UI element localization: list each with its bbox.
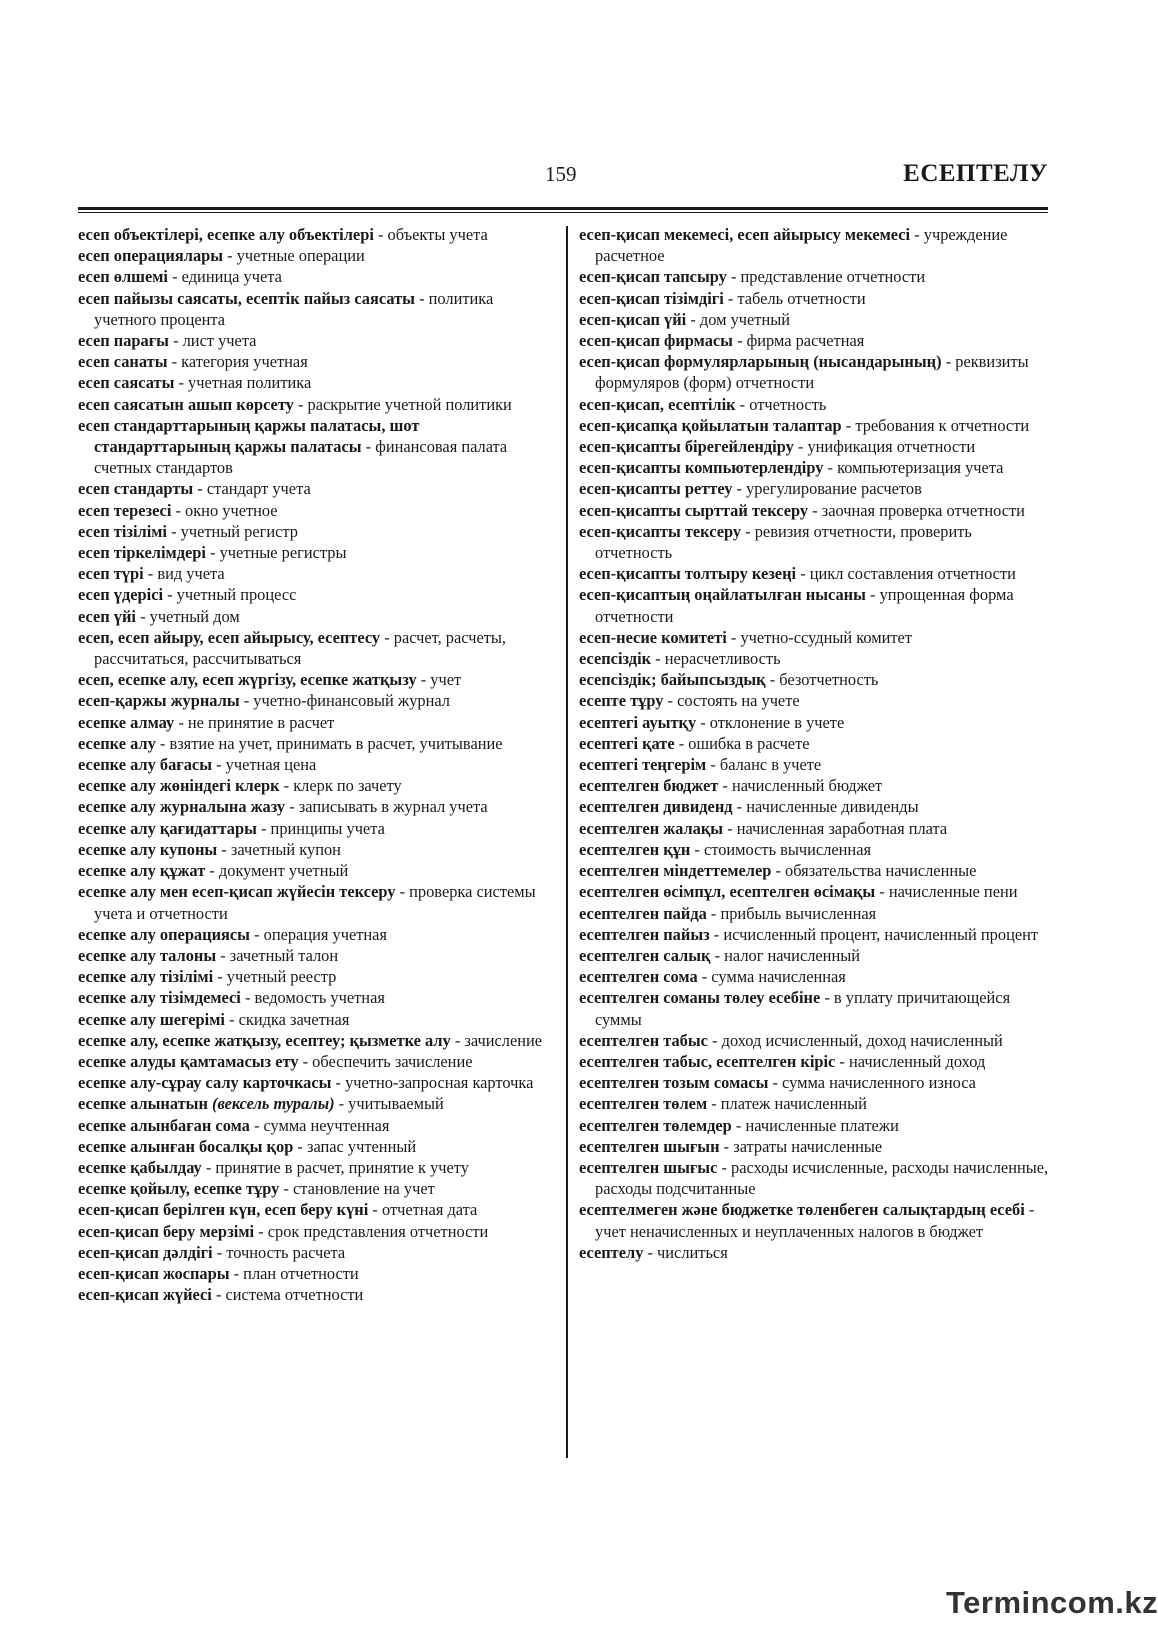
entry-term: есепсіздік [579,649,652,669]
entry-term: есепке алу қағидаттары [78,818,257,838]
dictionary-entry [579,288,1049,309]
column-divider [566,226,568,1458]
dictionary-entry [78,1030,556,1051]
entry-definition: - табель отчетности [723,288,866,308]
entry-term: есепсіздік; байыпсыздық [579,670,766,690]
entry-term: есептелген дивиденд [579,797,733,817]
entry-term: есептелген соманы төлеу есебіне [579,988,821,1008]
entry-term: есеп тізілімі [78,521,167,541]
page-number: 159 [545,162,577,186]
entry-term: есептелмеген және бюджетке төленбеген салықтардың есебі [579,1200,1025,1220]
entry-term: есеп-қисапты толтыру кезеңі [579,564,797,584]
entry-definition: - расходы исчисленные, расходы начисленные, расходы подсчитанные [595,1157,1049,1199]
entry-definition: - упрощенная форма отчетности [595,585,1014,626]
entry-definition: - прибыль вычисленная [706,903,877,923]
dictionary-entry [78,500,556,521]
dictionary-entry [78,712,556,733]
entry-term: есептелген төлемдер [579,1115,732,1135]
entry-definition: - учетно-финансовый журнал [239,691,450,711]
dictionary-entry [579,1030,1049,1051]
dictionary-entry [78,1093,556,1114]
dictionary-entry [78,224,556,245]
entry-term: есеп, есеп айыру, есеп айырысу, есептесу [78,627,381,647]
dictionary-entry [78,245,556,266]
entry-term: есепке алмау [78,712,175,732]
dictionary-entry [78,415,556,479]
entry-definition: - сумма начисленная [697,967,846,987]
dictionary-entry [78,733,556,754]
dictionary-entry [78,945,556,966]
header-rule-thin [78,212,1048,213]
entry-definition: - учреждение расчетное [595,225,1008,266]
entry-definition: - становление на учет [279,1179,435,1199]
dictionary-entry [579,881,1049,902]
entry-term: есепке алынған босалқы қор [78,1136,294,1156]
dictionary-entry [78,627,556,669]
dictionary-entry [78,881,556,923]
entry-term: есеп-қисап беру мерзімі [78,1221,255,1241]
dictionary-entry [78,394,556,415]
entry-term: есепке қабылдау [78,1157,202,1177]
entry-term: есеп түрі [78,564,144,584]
header-rule-thick [78,207,1048,210]
dictionary-entry [579,224,1049,266]
entry-definition: - клерк по зачету [279,776,402,796]
dictionary-entry [78,839,556,860]
dictionary-entry [579,860,1049,881]
entry-definition: - учетный дом [135,606,240,626]
dictionary-entry [78,584,556,605]
dictionary-entry [579,394,1049,415]
entry-definition: - учетный реестр [213,967,337,987]
dictionary-entry [579,436,1049,457]
dictionary-entry [579,669,1049,690]
entry-definition: - вид учета [143,564,225,584]
entry-definition: - затраты начисленные [719,1136,883,1156]
entry-term: есепке алуды қамтамасыз ету [78,1051,299,1071]
dictionary-entry [579,627,1049,648]
dictionary-entry [78,521,556,542]
entry-definition: - принятие в расчет, принятие к учету [201,1157,469,1177]
entry-definition: - ошибка в расчете [674,733,810,753]
entry-definition: - документ учетный [205,861,349,881]
entry-term: есеп үдерісі [78,585,164,605]
dictionary-entry [579,754,1049,775]
dictionary-entry [78,1284,556,1305]
right-column [579,224,1049,1263]
entry-definition: - записывать в журнал учета [285,797,488,817]
entry-term: есепке алу тізімдемесі [78,988,241,1008]
dictionary-entry [579,1093,1049,1114]
entry-definition: - унификация отчетности [793,437,976,457]
entry-definition: - отчетность [735,394,827,414]
entry-term: есепке алынбаған сома [78,1115,250,1135]
entry-definition: - раскрытие учетной политики [293,394,512,414]
entry-definition: - политика учетного процента [94,288,494,329]
dictionary-entry [78,860,556,881]
entry-definition: - начисленные платежи [731,1115,899,1135]
entry-note: (вексель туралы) [212,1094,335,1114]
dictionary-entry [579,330,1049,351]
entry-term: есеп стандарттарының қаржы палатасы, шот стандарттарының қаржы палатасы [78,415,420,457]
entry-definition: - ведомость учетная [240,988,385,1008]
entry-definition: - операция учетная [249,924,387,944]
entry-definition: - учетная политика [174,373,312,393]
entry-definition: - исчисленный процент, начисленный процент [709,924,1039,944]
entry-definition: - зачисление [450,1030,543,1050]
entry-term: есеп-қаржы журналы [78,691,240,711]
dictionary-entry [579,1115,1049,1136]
entry-term: есепке алу [78,733,156,753]
entry-definition: - цикл составления отчетности [796,564,1016,584]
entry-definition: - числиться [643,1242,728,1262]
entry-term: есеп үйі [78,606,136,626]
entry-term: есепке алу купоны [78,839,218,859]
dictionary-entry [579,1051,1049,1072]
entry-definition: - фирма расчетная [732,331,865,351]
entry-definition: - ревизия отчетности, проверить отчетность [595,521,972,563]
dictionary-entry [78,1221,556,1242]
dictionary-entry [78,1115,556,1136]
dictionary-entry [579,903,1049,924]
entry-term: есептегі теңгерім [579,755,707,775]
dictionary-entry [579,266,1049,287]
entry-term: есеп-қисап дәлдігі [78,1242,213,1262]
entry-term: есеп стандарты [78,479,194,499]
entry-term: есепке алу талоны [78,945,217,965]
entry-term: есеп-қисап жүйесі [78,1285,212,1305]
entry-term: есепке алу журналына жазу [78,797,286,817]
entry-definition: - начисленная заработная плата [723,818,948,838]
entry-definition: - объекты учета [373,225,488,244]
dictionary-entry [78,775,556,796]
entry-term: есеп-қисап тапсыру [579,267,727,287]
dictionary-entry [78,1157,556,1178]
entry-term: есепке алу құжат [78,861,206,881]
entry-term: есептелген төлем [579,1094,708,1114]
entry-term: есепке қойылу, есепке тұру [78,1179,280,1199]
dictionary-entry [78,754,556,775]
entry-term: есепке алу-сұрау салу карточкасы [78,1073,332,1093]
entry-term: есеп саясатын ашып көрсету [78,394,294,414]
dictionary-entry [78,1263,556,1284]
entry-term: есеп-қисапты бірегейлендіру [579,437,794,457]
dictionary-entry [579,500,1049,521]
entry-definition: - не принятие в расчет [174,712,335,732]
entry-term: есептелу [579,1242,644,1262]
entry-term: есептелген сома [579,967,698,987]
dictionary-entry [579,457,1049,478]
entry-definition: - начисленный бюджет [718,776,883,796]
dictionary-entry [78,1242,556,1263]
entry-definition: - система отчетности [211,1285,364,1305]
dictionary-entry [78,1199,556,1220]
entry-term: есептелген табыс [579,1030,708,1050]
dictionary-entry [579,690,1049,711]
entry-term: есепке алу жөніндегі клерк [78,776,280,796]
entry-definition: - план отчетности [229,1263,359,1283]
entry-term: есеп-қисапты сырттай тексеру [579,500,809,520]
dictionary-entry [579,712,1049,733]
dictionary-entry [78,1009,556,1030]
watermark-text: Termincom.kz [946,1585,1158,1620]
entry-definition: - зачетный купон [217,839,341,859]
entry-definition: - обязательства начисленные [771,861,977,881]
dictionary-entry [579,924,1049,945]
entry-term: есептелген пайда [579,903,707,923]
entry-definition: - стоимость вычисленная [690,839,872,859]
dictionary-entry [579,1199,1049,1241]
dictionary-entry [579,478,1049,499]
dictionary-entry [78,288,556,330]
dictionary-entry [78,563,556,584]
entry-definition: - реквизиты формуляров (форм) отчетности [595,352,1029,393]
entry-definition: - заочная проверка отчетности [808,500,1025,520]
entry-definition: - учитываемый [334,1094,444,1114]
entry-term: есеп-қисап формулярларының (нысандарының) [579,352,942,372]
entry-term: есептелген өсімпұл, есептелген өсімақы [579,882,876,902]
entry-definition: - учетные регистры [205,543,347,563]
dictionary-entry [579,521,1049,563]
entry-term: есеп-қисаптың оңайлатылған нысаны [579,585,866,605]
entry-definition: - представление отчетности [726,267,926,287]
dictionary-entry [579,1157,1049,1199]
entry-term: есептегі ауытқу [579,712,697,732]
entry-term: есептелген пайыз [579,924,710,944]
entry-definition: - учетный регистр [166,521,298,541]
entry-term: есеп-қисапты компьютерлендіру [579,458,824,478]
dictionary-entry [78,987,556,1008]
dictionary-entry [579,563,1049,584]
entry-term: есеп парағы [78,331,169,351]
entry-definition: - точность расчета [212,1242,346,1262]
dictionary-entry [78,796,556,817]
entry-definition: - срок представления отчетности [254,1221,489,1241]
dictionary-entry [579,309,1049,330]
entry-term: есеп-қисап мекемесі, есеп айырысу мекемесі [579,225,911,244]
entry-definition: - лист учета [168,331,257,351]
entry-definition: - отчетная дата [368,1200,478,1220]
dictionary-entry [579,945,1049,966]
entry-definition: - окно учетное [171,500,278,520]
entry-definition: - обеспечить зачисление [298,1051,473,1071]
dictionary-entry [78,1136,556,1157]
dictionary-entry [579,1242,1049,1263]
entry-definition: - учетный процесс [163,585,297,605]
dictionary-entry [579,1072,1049,1093]
entry-definition: - отклонение в учете [696,712,845,732]
entry-term: есепке алу, есепке жатқызу, есептеу; қызметке алу [78,1030,451,1050]
dictionary-entry [579,351,1049,393]
running-head: ЕСЕПТЕЛУ [903,160,1048,187]
entry-definition: - в уплату причитающейся суммы [595,988,1011,1029]
dictionary-entry [579,584,1049,626]
entry-definition: - начисленный доход [835,1051,986,1071]
entry-definition: - учетно-ссудный комитет [726,627,912,647]
entry-term: есеп объектілері, есепке алу объектілері [78,225,374,244]
entry-definition: - сумма начисленного износа [768,1073,976,1093]
entry-definition: - стандарт учета [193,479,311,499]
dictionary-entry [579,818,1049,839]
entry-definition: - начисленные пени [875,882,1018,902]
dictionary-entry [579,733,1049,754]
dictionary-entry [78,266,556,287]
entry-term: есеп-қисап үйі [579,309,687,329]
entry-definition: - зачетный талон [216,945,339,965]
entry-term: есептелген жалақы [579,818,724,838]
entry-term: есеп-қисапты реттеу [579,479,733,499]
dictionary-entry [78,1051,556,1072]
dictionary-entry [78,372,556,393]
entry-term: есеп-қисапқа қойылатын талаптар [579,415,842,435]
entry-term: есептелген міндеттемелер [579,861,772,881]
dictionary-entry [78,1072,556,1093]
entry-definition: - компьютеризация учета [823,458,1004,478]
entry-term: есептегі қате [579,733,675,753]
entry-definition: - баланс в учете [706,755,822,775]
left-column [78,224,556,1305]
dictionary-entry [78,478,556,499]
entry-definition: - взятие на учет, принимать в расчет, учитывание [155,733,503,753]
entry-definition: - налог начисленный [710,945,861,965]
dictionary-entry [78,330,556,351]
dictionary-entry [78,690,556,711]
entry-term: есеп санаты [78,352,168,372]
dictionary-entry [78,818,556,839]
dictionary-entry [579,775,1049,796]
dictionary-entry [579,796,1049,817]
dictionary-entry [78,351,556,372]
entry-definition: - скидка зачетная [224,1009,350,1029]
entry-definition: - состоять на учете [663,691,800,711]
entry-definition: - платеж начисленный [707,1094,867,1114]
entry-definition: - нерасчетливость [651,649,781,669]
entry-term: есептелген салық [579,945,711,965]
entry-term: есептелген табыс, есептелген кіріс [579,1051,836,1071]
entry-term: есепте тұру [579,691,664,711]
entry-definition: - проверка системы учета и отчетности [94,882,536,923]
entry-definition: - дом учетный [686,309,790,329]
entry-term: есеп-несие комитеті [579,627,727,647]
dictionary-entry [78,669,556,690]
entry-definition: - безотчетность [765,670,879,690]
entry-term: есеп саясаты [78,373,175,393]
entry-term: есеп-қисап фирмасы [579,331,733,351]
dictionary-entry [78,924,556,945]
dictionary-entry [579,987,1049,1029]
entry-term: есептелген бюджет [579,776,719,796]
entry-term: есептелген тозым сомасы [579,1073,769,1093]
entry-term: есепке алу мен есеп-қисап жүйесін тексеру [78,882,396,902]
entry-definition: - учетные операции [223,246,365,266]
entry-term: есептелген шығын [579,1136,720,1156]
entry-term: есептелген шығыс [579,1157,718,1177]
entry-definition: - принципы учета [256,818,385,838]
entry-definition: - единица учета [168,267,282,287]
entry-definition: - сумма неучтенная [249,1115,390,1135]
entry-definition: - учет неначисленных и неуплаченных налогов в бюджет [595,1200,1035,1241]
entry-definition: - урегулирование расчетов [732,479,922,499]
dictionary-entry [579,839,1049,860]
dictionary-entry [579,415,1049,436]
entry-definition: - финансовая палата счетных стандартов [94,437,508,478]
dictionary-entry [78,966,556,987]
entry-term: есепке алу бағасы [78,755,213,775]
entry-term: есеп-қисап берілген күн, есеп беру күні [78,1200,369,1220]
entry-term: есептелген құн [579,839,691,859]
dictionary-entry [78,542,556,563]
dictionary-entry [78,1178,556,1199]
dictionary-entry [579,1136,1049,1157]
entry-term: есепке алу шегерімі [78,1009,225,1029]
entry-term: есеп тіркелімдері [78,543,206,563]
entry-definition: - категория учетная [167,352,308,372]
entry-term: есеп-қисапты тексеру [579,521,742,541]
entry-definition: - учетная цена [212,755,317,775]
entry-term: есепке алу операциясы [78,924,250,944]
entry-definition: - запас учтенный [293,1136,417,1156]
entry-term: есеп, есепке алу, есеп жүргізу, есепке жатқызу [78,670,417,690]
entry-definition: - требования к отчетности [841,415,1030,435]
entry-term: есеп терезесі [78,500,172,520]
entry-term: есеп-қисап, есептілік [579,394,736,414]
entry-term: есепке алу тізілімі [78,967,214,987]
entry-term: есеп пайызы саясаты, есептік пайыз саясаты [78,288,415,308]
entry-term: есеп-қисап жоспары [78,1263,230,1283]
entry-term: есеп операциялары [78,246,224,266]
dictionary-entry [579,648,1049,669]
entry-definition: - учетно-запросная карточка [331,1073,534,1093]
entry-definition: - доход исчисленный, доход начисленный [707,1030,1003,1050]
entry-definition: - расчет, расчеты, рассчитаться, рассчитываться [94,627,507,669]
entry-term: есеп-қисап тізімдігі [579,288,724,308]
dictionary-entry [78,606,556,627]
dictionary-entry [579,966,1049,987]
entry-definition: - учет [416,670,462,690]
entry-term: есепке алынатын [78,1094,208,1114]
entry-term: есеп өлшемі [78,267,168,287]
entry-definition: - начисленные дивиденды [732,797,919,817]
watermark-logo [946,1585,1158,1621]
